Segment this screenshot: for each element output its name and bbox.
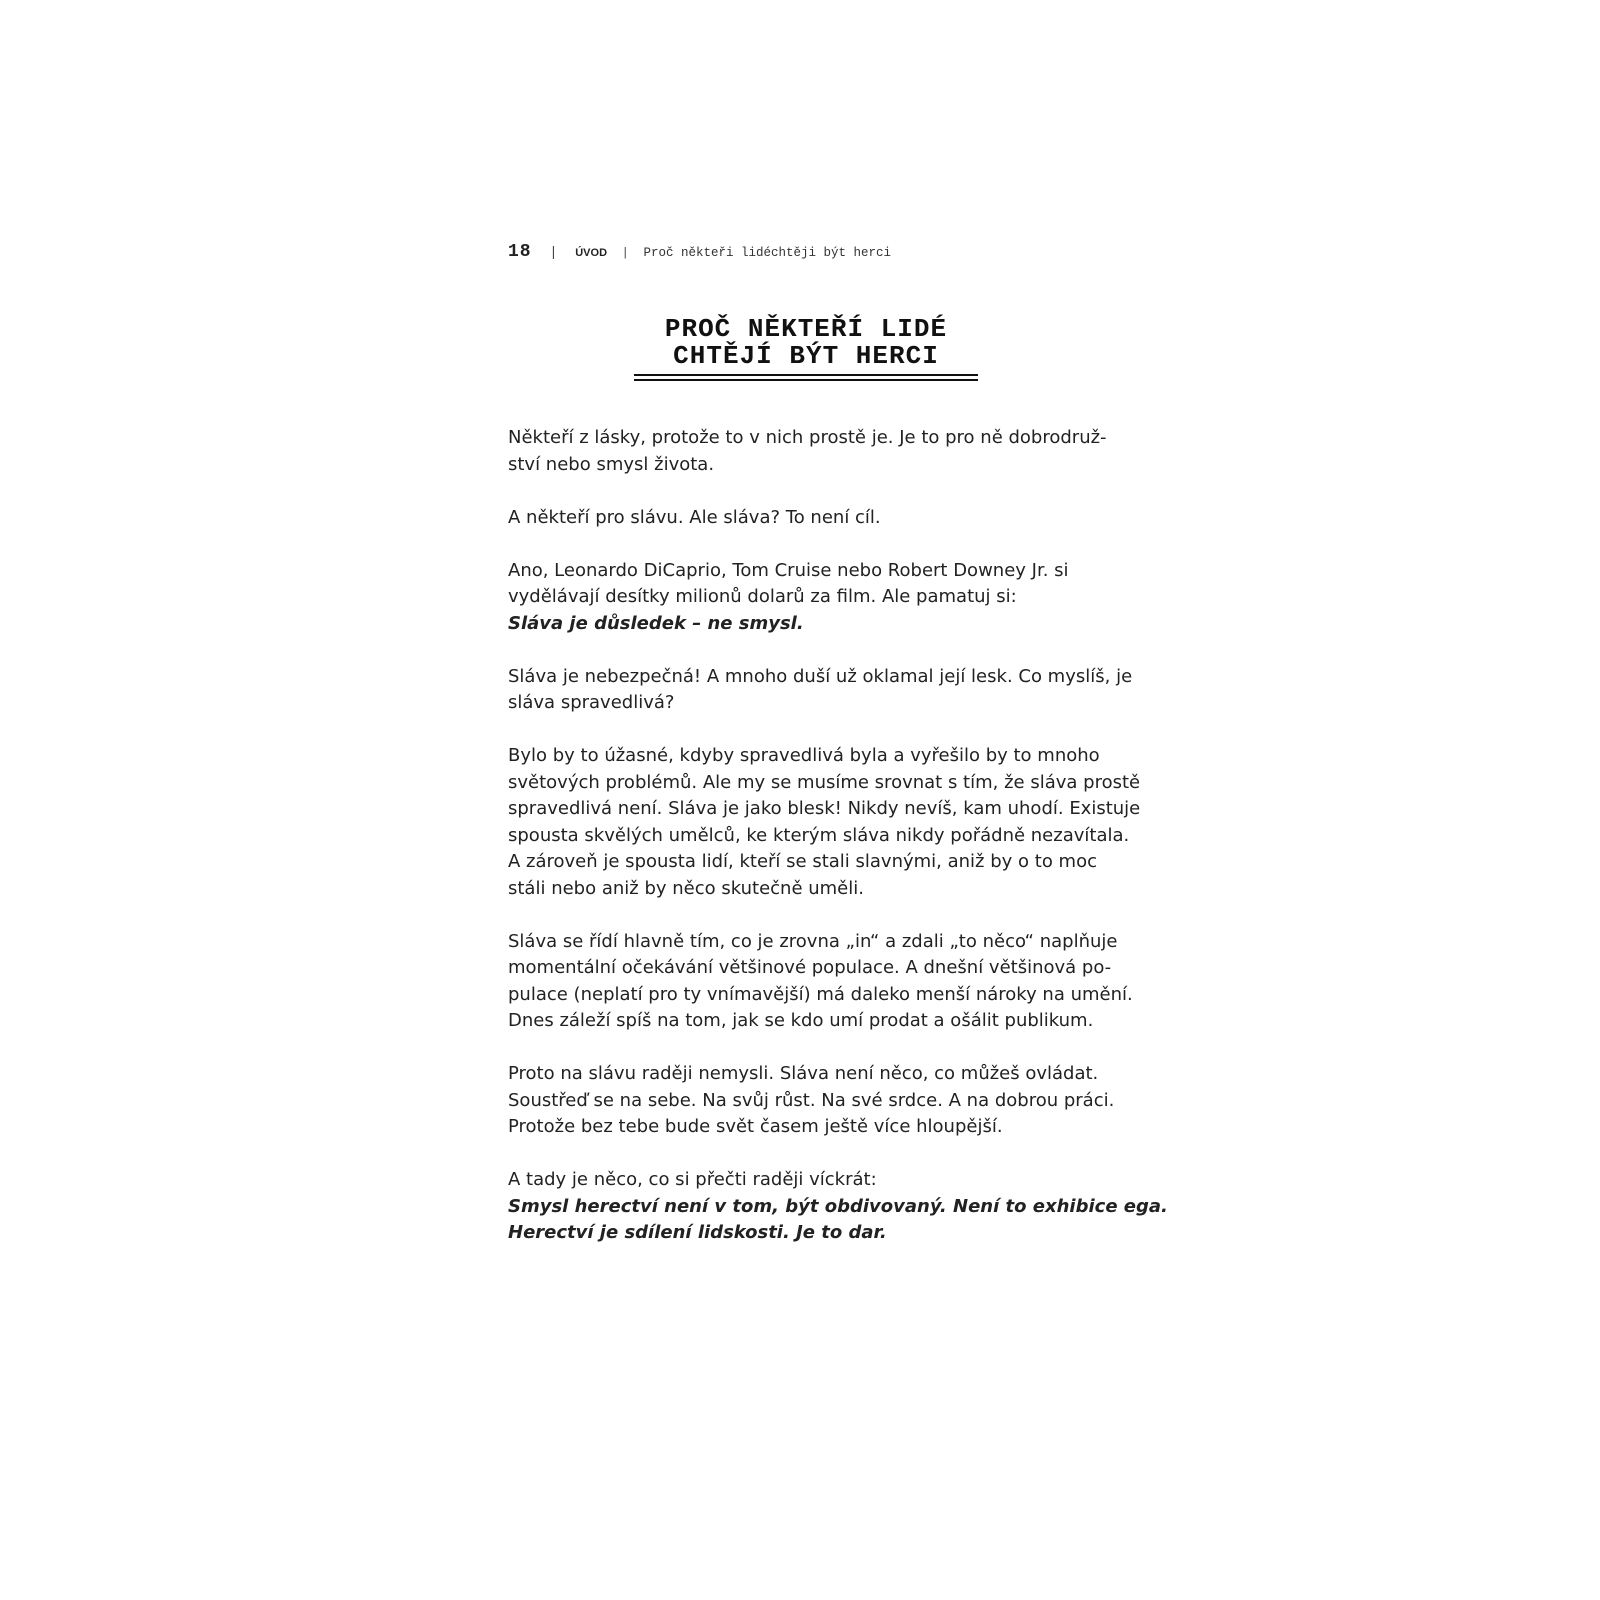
title-underline: [634, 379, 978, 381]
paragraph-line: Ano, Leonardo DiCaprio, Tom Cruise nebo Robert Downey Jr. si: [508, 559, 1069, 581]
paragraph-line: Protože bez tebe bude svět časem ještě více hloupější.: [508, 1116, 1003, 1137]
paragraph-line: Sláva je nebezpečná! A mnoho duší už oklamal její lesk. Co myslíš, je: [508, 665, 1133, 687]
running-head-section: ÚVOD: [575, 247, 608, 259]
paragraph-line: ství nebo smysl života.: [508, 453, 715, 475]
running-head-chapter: Proč někteři lidéchtěji být herci: [643, 246, 891, 260]
paragraph-line: A tady je něco, co si přečti raději víckrát:: [508, 1169, 877, 1190]
paragraph-line: Dnes záleží spíš na tom, jak se kdo umí prodat a ošálit publikum.: [508, 1010, 1094, 1031]
paragraph-line: Proto na slávu raději nemysli. Sláva není něco, co můžeš ovládat.: [508, 1063, 1099, 1084]
paragraph-line: vydělávají desítky milionů dolarů za film. Ale pamatuj si:: [508, 586, 1017, 607]
running-head-separator-2: |: [621, 246, 629, 260]
emphasis-line: Smysl herectví není v tom, být obdivovaný. Není to exhibice ega.: [508, 1195, 1168, 1217]
paragraph-line: stáli nebo aniž by něco skutečně uměli.: [508, 877, 864, 899]
paragraph: [508, 929, 1133, 1035]
paragraph: [508, 743, 1141, 902]
paragraph-line: spravedlivá není. Sláva je jako blesk! Nikdy nevíš, kam uhodí. Existuje: [508, 798, 1141, 819]
paragraph: [508, 425, 1108, 478]
paragraph-line: světových problémů. Ale my se musíme srovnat s tím, že sláva prostě: [508, 771, 1141, 793]
paragraph-line: Soustřeď se na sebe. Na svůj růst. Na své srdce. A na dobrou práci.: [508, 1089, 1115, 1111]
chapter-title: [634, 316, 978, 381]
paragraph: [508, 1061, 1115, 1141]
paragraph-line: Sláva se řídí hlavně tím, co je zrovna „in“ a zdali „to něco“ naplňuje: [508, 930, 1118, 952]
title-underline: [634, 374, 978, 376]
paragraph-line: sláva spravedlivá?: [508, 692, 675, 713]
paragraph: [508, 664, 1133, 717]
paragraph-line: A zároveň je spousta lidí, kteří se stali slavnými, aniž by o to moc: [508, 851, 1097, 872]
running-head-separator: |: [549, 245, 558, 261]
chapter-title-line-1: PROČ NĚKTEŘÍ LIDÉ: [664, 314, 948, 344]
paragraph-line: pulace (neplatí pro ty vnímavější) má daleko menší nároky na umění.: [508, 983, 1133, 1005]
chapter-title-line-2: CHTĚJÍ BÝT HERCI: [673, 341, 939, 371]
body-text: [508, 425, 1168, 1273]
paragraph-line: Bylo by to úžasné, kdyby spravedlivá byla a vyřešilo by to mnoho: [508, 745, 1100, 766]
emphasis-line: Sláva je důsledek – ne smysl.: [508, 612, 804, 634]
page-number: 18: [508, 242, 532, 262]
paragraph: [508, 1167, 1168, 1247]
emphasis-line: Herectví je sdílení lidskosti. Je to dar.: [508, 1222, 887, 1243]
paragraph: [508, 558, 1108, 638]
paragraph-line: momentální očekávání většinové populace. A dnešní většinová po-: [508, 957, 1112, 978]
paragraph: [508, 505, 1108, 532]
running-head: [508, 242, 891, 263]
paragraph-line: Někteří z lásky, protože to v nich prostě je. Je to pro ně dobrodruž-: [508, 427, 1107, 448]
paragraph-line: A někteří pro slávu. Ale sláva? To není cíl.: [508, 506, 881, 528]
paragraph-line: spousta skvělých umělců, ke kterým sláva nikdy pořádně nezavítala.: [508, 824, 1130, 846]
